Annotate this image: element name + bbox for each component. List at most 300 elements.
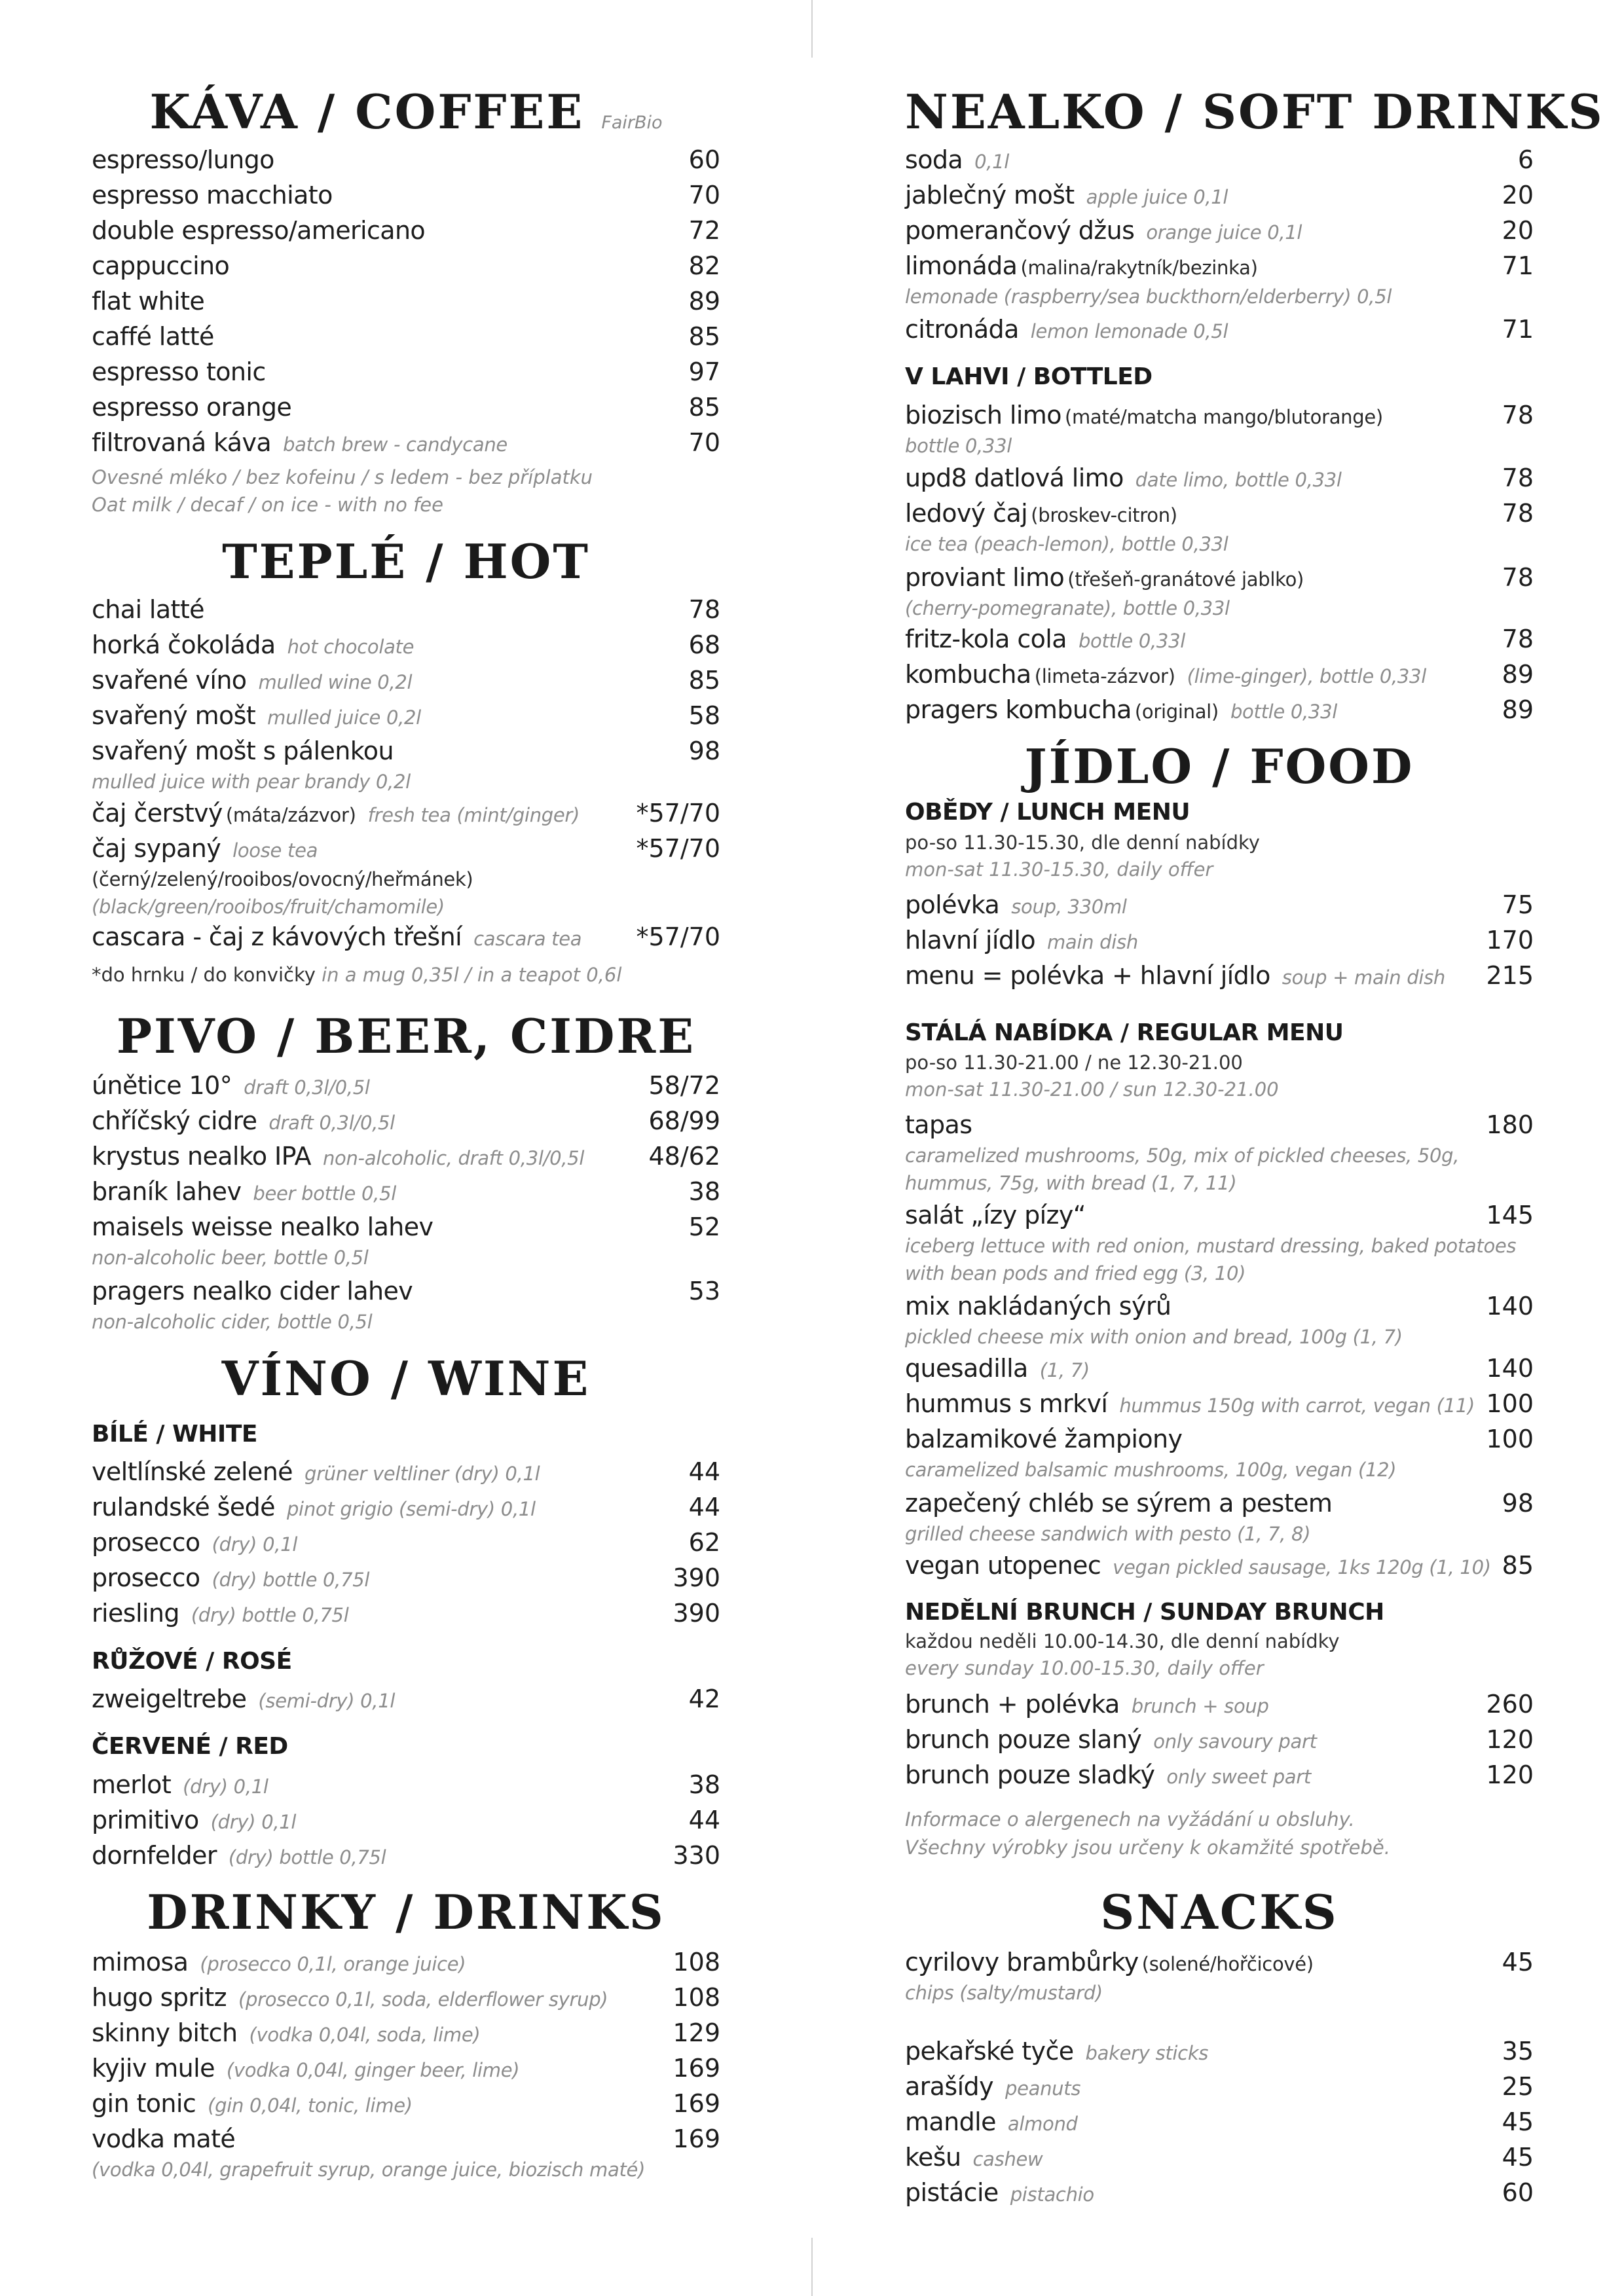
wine-white-head: BÍLÉ / WHITE xyxy=(92,1421,257,1448)
item-price: 145 xyxy=(1486,1201,1534,1230)
item-english: lemon lemonade 0,5l xyxy=(1030,320,1228,342)
item-price: 100 xyxy=(1486,1389,1534,1418)
item-price: 75 xyxy=(1502,890,1534,919)
item-name: soda xyxy=(905,145,963,174)
menu-item xyxy=(905,1351,1534,1385)
item-price: 169 xyxy=(673,2124,720,2153)
item-name: arašídy xyxy=(905,2072,993,2101)
item-price: *57/70 xyxy=(636,799,720,828)
allergen-note-2: Všechny výrobky jsou určeny k okamžité spotřebě. xyxy=(905,1836,1390,1859)
menu-item xyxy=(905,1945,1534,2007)
section-title-wine: VÍNO / WINE xyxy=(221,1351,591,1406)
item-description: caramelized mushrooms, 50g, mix of pickled cheeses, 50g, xyxy=(905,1144,1460,1167)
item-name: espresso tonic xyxy=(92,357,266,386)
item-name: chříčský cidre xyxy=(92,1106,257,1135)
item-name: espresso orange xyxy=(92,393,292,422)
item-name: zweigeltrebe xyxy=(92,1685,247,1713)
menu-item xyxy=(92,920,720,954)
wine-red-head: ČERVENÉ / RED xyxy=(92,1733,288,1760)
menu-item xyxy=(92,1104,720,1138)
item-price: 20 xyxy=(1502,216,1534,245)
item-english: (dry) bottle 0,75l xyxy=(212,1569,370,1591)
menu-item xyxy=(92,284,720,318)
menu-item xyxy=(905,1486,1534,1548)
item-english: hot chocolate xyxy=(287,636,415,658)
item-name: merlot xyxy=(92,1770,172,1799)
item-price: 85 xyxy=(688,666,720,695)
item-name: biozisch limo xyxy=(905,401,1061,429)
item-price: 35 xyxy=(1502,2037,1534,2066)
menu-item xyxy=(92,2051,720,2085)
item-english: apple juice 0,1l xyxy=(1086,186,1228,208)
menu-item xyxy=(905,1198,1534,1287)
item-price: 169 xyxy=(673,2089,720,2118)
menu-item xyxy=(92,213,720,247)
item-english: (lime-ginger), bottle 0,33l xyxy=(1187,665,1426,687)
item-name: únětice 10° xyxy=(92,1071,232,1100)
menu-item xyxy=(92,699,720,733)
item-description: non-alcoholic beer, bottle 0,5l xyxy=(92,1247,369,1269)
item-english: vegan pickled sausage, 1ks 120g (1, 10) xyxy=(1113,1556,1491,1578)
item-variants: (limeta-zázvor) xyxy=(1034,665,1175,687)
menu-item xyxy=(92,2016,720,2050)
menu-item xyxy=(92,2086,720,2121)
menu-item xyxy=(92,628,720,662)
item-price: 78 xyxy=(1502,563,1534,592)
item-name: mandle xyxy=(905,2107,996,2136)
item-price: 215 xyxy=(1486,961,1534,990)
item-variants: (broskev-citron) xyxy=(1031,504,1177,526)
item-variants: (máta/zázvor) xyxy=(225,804,356,826)
item-price: 62 xyxy=(688,1528,720,1557)
lunch-head: OBĚDY / LUNCH MENU xyxy=(905,799,1190,826)
item-price: 44 xyxy=(688,1457,720,1486)
menu-item xyxy=(905,888,1534,922)
fairbio-tag: FairBio xyxy=(601,113,663,133)
item-name: espresso macchiato xyxy=(92,181,333,210)
brunch-hours-en: every sunday 10.00-15.30, daily offer xyxy=(905,1657,1264,1679)
item-name: citronáda xyxy=(905,315,1019,344)
item-description: non-alcoholic cider, bottle 0,5l xyxy=(92,1311,373,1333)
menu-item xyxy=(905,312,1534,346)
item-name: gin tonic xyxy=(92,2089,196,2118)
wine-rose-head: RŮŽOVÉ / ROSÉ xyxy=(92,1648,292,1675)
item-variants: (třešeň-granátové jablko) xyxy=(1067,568,1304,591)
item-english: (1, 7) xyxy=(1039,1359,1090,1381)
item-name: pistácie xyxy=(905,2178,999,2207)
menu-item xyxy=(905,1687,1534,1721)
item-description: mulled juice with pear brandy 0,2l xyxy=(92,771,411,793)
item-price: 89 xyxy=(1502,695,1534,724)
item-name: brunch + polévka xyxy=(905,1690,1120,1719)
allergen-note-1: Informace o alergenech na vyžádání u obsluhy. xyxy=(905,1808,1355,1831)
item-name: čaj čerstvý xyxy=(92,799,223,828)
item-price: 170 xyxy=(1486,926,1534,955)
item-english: only sweet part xyxy=(1166,1766,1311,1788)
menu-item xyxy=(92,249,720,283)
regular-hours-en: mon-sat 11.30-21.00 / sun 12.30-21.00 xyxy=(905,1078,1279,1101)
item-price: 44 xyxy=(688,1806,720,1834)
item-english: (dry) 0,1l xyxy=(212,1533,298,1556)
item-english: pistachio xyxy=(1010,2183,1094,2206)
item-english: mulled wine 0,2l xyxy=(258,671,413,693)
item-name: maisels weisse nealko lahev xyxy=(92,1212,434,1241)
item-english: (dry) 0,1l xyxy=(210,1811,297,1833)
item-english: loose tea xyxy=(232,839,318,862)
item-name: zapečený chléb se sýrem a pestem xyxy=(905,1489,1333,1518)
item-english: mulled juice 0,2l xyxy=(267,706,421,729)
item-english: main dish xyxy=(1046,931,1138,953)
menu-item xyxy=(92,1561,720,1595)
item-name: veltlínské zelené xyxy=(92,1457,293,1486)
item-name: menu = polévka + hlavní jídlo xyxy=(905,961,1270,990)
item-name: vodka maté xyxy=(92,2124,236,2153)
item-name: cascara - čaj z kávových třešní xyxy=(92,922,462,951)
item-price: 140 xyxy=(1486,1354,1534,1383)
regular-head: STÁLÁ NABÍDKA / REGULAR MENU xyxy=(905,1019,1344,1046)
menu-item xyxy=(905,693,1534,727)
item-price: 44 xyxy=(688,1493,720,1522)
item-name: ledový čaj xyxy=(905,499,1028,528)
item-name: chai latté xyxy=(92,595,204,624)
item-name: espresso/lungo xyxy=(92,145,274,174)
menu-item xyxy=(92,143,720,177)
item-name: proviant limo xyxy=(905,563,1065,592)
item-price: 52 xyxy=(688,1212,720,1241)
menu-item xyxy=(92,1455,720,1489)
item-price: 78 xyxy=(1502,625,1534,653)
item-name: svařené víno xyxy=(92,666,247,695)
item-description: with bean pods and fried egg (3, 10) xyxy=(905,1262,1246,1285)
menu-item xyxy=(905,657,1534,691)
item-name: dornfelder xyxy=(92,1841,217,1870)
menu-item xyxy=(92,1945,720,1979)
item-price: 85 xyxy=(688,322,720,351)
section-title-beer: PIVO / BEER, CIDRE xyxy=(116,1008,696,1064)
menu-item xyxy=(905,496,1534,558)
item-price: 120 xyxy=(1486,1725,1534,1754)
item-name: horká čokoláda xyxy=(92,630,276,659)
item-english: orange juice 0,1l xyxy=(1146,221,1302,244)
item-price: 20 xyxy=(1502,181,1534,210)
item-price: *57/70 xyxy=(636,922,720,951)
menu-item xyxy=(92,1068,720,1102)
item-name: kešu xyxy=(905,2143,961,2172)
item-name: čaj sypaný xyxy=(92,834,221,863)
item-price: 169 xyxy=(673,2054,720,2083)
item-price: 97 xyxy=(688,357,720,386)
item-name: flat white xyxy=(92,287,205,316)
item-name: vegan utopenec xyxy=(905,1551,1101,1580)
menu-item xyxy=(905,213,1534,247)
item-english: bakery sticks xyxy=(1085,2042,1209,2064)
item-price: 108 xyxy=(673,1948,720,1977)
item-price: 85 xyxy=(688,393,720,422)
item-price: 38 xyxy=(688,1770,720,1799)
item-description: hummus, 75g, with bread (1, 7, 11) xyxy=(905,1172,1237,1194)
item-price: 120 xyxy=(1486,1760,1534,1789)
item-english: hummus 150g with carrot, vegan (11) xyxy=(1119,1394,1475,1417)
menu-item xyxy=(92,426,720,460)
menu-item xyxy=(92,796,720,830)
item-english: (semi-dry) 0,1l xyxy=(258,1690,396,1712)
item-price: 330 xyxy=(673,1841,720,1870)
item-price: 60 xyxy=(688,145,720,174)
item-price: 108 xyxy=(673,1983,720,2012)
item-english: cascara tea xyxy=(473,928,582,950)
item-name: tapas xyxy=(905,1110,972,1139)
item-price: 78 xyxy=(1502,464,1534,492)
menu-item xyxy=(905,461,1534,495)
menu-item xyxy=(905,178,1534,212)
item-name: pragers kombucha xyxy=(905,695,1132,724)
lunch-hours-cz: po-so 11.30-15.30, dle denní nabídky xyxy=(905,831,1260,854)
section-title-soft: NEALKO / SOFT DRINKS xyxy=(905,84,1604,139)
item-price: 45 xyxy=(1502,1948,1534,1977)
item-description: lemonade (raspberry/sea buckthorn/elderberry) 0,5l xyxy=(905,285,1392,308)
item-name: kombucha xyxy=(905,660,1031,689)
item-price: 38 xyxy=(688,1177,720,1206)
item-english: non-alcoholic, draft 0,3l/0,5l xyxy=(322,1147,585,1169)
item-name: polévka xyxy=(905,890,1000,919)
menu-item xyxy=(905,958,1534,993)
menu-item xyxy=(905,398,1534,460)
fold-line-bottom xyxy=(811,2238,813,2296)
menu-item xyxy=(905,1108,1534,1197)
item-english: draft 0,3l/0,5l xyxy=(244,1076,370,1099)
menu-item xyxy=(905,1548,1534,1582)
lunch-hours-en: mon-sat 11.30-15.30, daily offer xyxy=(905,858,1213,881)
item-name: hummus s mrkví xyxy=(905,1389,1108,1418)
item-price: 48/62 xyxy=(648,1142,720,1171)
item-english: fresh tea (mint/ginger) xyxy=(367,804,580,826)
menu-item xyxy=(905,622,1534,656)
item-name: cyrilovy brambůrky xyxy=(905,1948,1139,1977)
item-description: (černý/zelený/rooibos/ovocný/heřmánek) xyxy=(92,868,473,890)
menu-item xyxy=(92,1682,720,1716)
item-english: bottle 0,33l xyxy=(1230,701,1337,723)
item-name: jablečný mošt xyxy=(905,181,1075,210)
item-price: 89 xyxy=(688,287,720,316)
item-price: 70 xyxy=(688,181,720,210)
brunch-head: NEDĚLNÍ BRUNCH / SUNDAY BRUNCH xyxy=(905,1599,1384,1626)
menu-item xyxy=(905,2140,1534,2174)
item-price: 58 xyxy=(688,701,720,730)
item-price: 100 xyxy=(1486,1425,1534,1453)
item-description: caramelized balsamic mushrooms, 100g, vegan (12) xyxy=(905,1459,1397,1481)
item-variants: (malina/rakytník/bezinka) xyxy=(1020,257,1258,279)
menu-item xyxy=(905,1422,1534,1484)
menu-item xyxy=(92,663,720,697)
coffee-note-cz: Ovesné mléko / bez kofeinu / s ledem - bez příplatku xyxy=(92,466,593,488)
section-title-hot: TEPLÉ / HOT xyxy=(222,534,590,589)
item-description: (vodka 0,04l, grapefruit syrup, orange juice, biozisch maté) xyxy=(92,2159,646,2181)
item-english: 0,1l xyxy=(974,151,1010,173)
item-english: date limo, bottle 0,33l xyxy=(1135,469,1342,491)
item-english: (dry) bottle 0,75l xyxy=(191,1604,349,1626)
menu-item xyxy=(905,2069,1534,2104)
item-price: 390 xyxy=(673,1599,720,1628)
menu-item xyxy=(905,560,1534,622)
item-name: upd8 datlová limo xyxy=(905,464,1124,492)
item-name: riesling xyxy=(92,1599,179,1628)
item-name: filtrovaná káva xyxy=(92,428,272,457)
item-english: grüner veltliner (dry) 0,1l xyxy=(304,1463,540,1485)
item-english: (dry) bottle 0,75l xyxy=(228,1846,386,1868)
menu-item xyxy=(92,1175,720,1209)
item-price: 68 xyxy=(688,630,720,659)
item-name: mix nakládaných sýrů xyxy=(905,1292,1172,1321)
item-english: beer bottle 0,5l xyxy=(253,1182,396,1205)
menu-item xyxy=(905,1758,1534,1792)
menu-item xyxy=(92,1139,720,1173)
item-price: 89 xyxy=(1502,660,1534,689)
regular-hours-cz: po-so 11.30-21.00 / ne 12.30-21.00 xyxy=(905,1051,1243,1074)
menu-item xyxy=(92,1803,720,1837)
item-name: limonáda xyxy=(905,251,1018,280)
menu-item xyxy=(92,1525,720,1559)
item-name: double espresso/americano xyxy=(92,216,426,245)
item-price: 129 xyxy=(673,2018,720,2047)
item-name: rulandské šedé xyxy=(92,1493,275,1522)
menu-item xyxy=(92,355,720,389)
item-english: (gin 0,04l, tonic, lime) xyxy=(208,2094,413,2117)
item-english: pinot grigio (semi-dry) 0,1l xyxy=(286,1498,536,1520)
item-price: 78 xyxy=(1502,499,1534,528)
section-title-snacks: SNACKS xyxy=(1100,1884,1338,1940)
item-price: 140 xyxy=(1486,1292,1534,1321)
menu-item xyxy=(92,592,720,627)
item-name: pragers nealko cider lahev xyxy=(92,1277,413,1305)
item-description: (black/green/rooibos/fruit/chamomile) xyxy=(92,896,445,918)
item-price: 180 xyxy=(1486,1110,1534,1139)
item-name: krystus nealko IPA xyxy=(92,1142,311,1171)
item-name: svařený mošt xyxy=(92,701,256,730)
menu-item xyxy=(92,1596,720,1630)
menu-item xyxy=(905,2176,1534,2210)
item-description: (cherry-pomegranate), bottle 0,33l xyxy=(905,597,1230,619)
item-description: pickled cheese mix with onion and bread, 100g (1, 7) xyxy=(905,1326,1403,1348)
item-variants: (original) xyxy=(1134,701,1219,723)
item-name: primitivo xyxy=(92,1806,199,1834)
hot-footnote: *do hrnku / do konvičky in a mug 0,35l / in a teapot 0,6l xyxy=(92,964,622,986)
item-english: cashew xyxy=(972,2148,1043,2170)
item-name: salát „ízy pízy“ xyxy=(905,1201,1086,1230)
item-english: batch brew - candycane xyxy=(283,433,507,456)
menu-item xyxy=(92,390,720,424)
item-price: 25 xyxy=(1502,2072,1534,2101)
item-price: 390 xyxy=(673,1563,720,1592)
item-name: quesadilla xyxy=(905,1354,1028,1383)
item-price: 53 xyxy=(688,1277,720,1305)
section-title-drinks: DRINKY / DRINKS xyxy=(147,1884,665,1940)
fold-line-top xyxy=(811,0,813,58)
item-name: hlavní jídlo xyxy=(905,926,1035,955)
item-variants: (solené/hořčicové) xyxy=(1141,1953,1314,1975)
item-name: prosecco xyxy=(92,1563,200,1592)
item-name: pomerančový džus xyxy=(905,216,1135,245)
menu-item xyxy=(92,1838,720,1872)
menu-item xyxy=(905,923,1534,957)
menu-item xyxy=(905,143,1534,177)
item-english: only savoury part xyxy=(1153,1730,1317,1753)
item-price: *57/70 xyxy=(636,834,720,863)
item-name: caffé latté xyxy=(92,322,214,351)
menu-item xyxy=(905,1722,1534,1757)
item-price: 45 xyxy=(1502,2143,1534,2172)
item-price: 42 xyxy=(688,1685,720,1713)
item-english: soup, 330ml xyxy=(1011,896,1127,918)
item-price: 60 xyxy=(1502,2178,1534,2207)
item-price: 70 xyxy=(688,428,720,457)
item-name: pekařské tyče xyxy=(905,2037,1074,2066)
item-english: (prosecco 0,1l, orange juice) xyxy=(200,1953,466,1975)
item-price: 71 xyxy=(1502,315,1534,344)
item-price: 71 xyxy=(1502,251,1534,280)
item-name: svařený mošt s pálenkou xyxy=(92,737,394,765)
item-name: mimosa xyxy=(92,1948,189,1977)
item-english: almond xyxy=(1007,2113,1078,2135)
item-name: fritz-kola cola xyxy=(905,625,1067,653)
item-english: draft 0,3l/0,5l xyxy=(268,1112,395,1134)
item-name: brunch pouze slaný xyxy=(905,1725,1142,1754)
brunch-hours-cz: každou neděli 10.00-14.30, dle denní nabídky xyxy=(905,1630,1340,1652)
item-name: cappuccino xyxy=(92,251,230,280)
item-name: balzamikové žampiony xyxy=(905,1425,1183,1453)
menu-item xyxy=(92,734,720,795)
item-price: 98 xyxy=(688,737,720,765)
item-price: 72 xyxy=(688,216,720,245)
item-price: 58/72 xyxy=(648,1071,720,1100)
item-description: chips (salty/mustard) xyxy=(905,1982,1103,2004)
item-price: 78 xyxy=(688,595,720,624)
menu-item xyxy=(92,1980,720,2014)
item-english: (dry) 0,1l xyxy=(183,1776,268,1798)
item-price: 260 xyxy=(1486,1690,1534,1719)
item-price: 98 xyxy=(1502,1489,1534,1518)
item-english: (vodka 0,04l, soda, lime) xyxy=(249,2024,481,2046)
coffee-note-en: Oat milk / decaf / on ice - with no fee xyxy=(92,494,443,516)
section-title-food: JÍDLO / FOOD xyxy=(1024,738,1414,794)
menu-item xyxy=(92,1768,720,1802)
item-name: kyjiv mule xyxy=(92,2054,215,2083)
menu-item xyxy=(92,1274,720,1336)
menu-item xyxy=(92,1210,720,1271)
menu-item xyxy=(92,1490,720,1524)
section-title-coffee: KÁVA / COFFEE FairBio xyxy=(149,84,663,139)
item-price: 82 xyxy=(688,251,720,280)
menu-item xyxy=(905,249,1534,310)
item-price: 85 xyxy=(1502,1551,1534,1580)
item-description: ice tea (peach-lemon), bottle 0,33l xyxy=(905,533,1228,555)
item-name: brunch pouze sladký xyxy=(905,1760,1155,1789)
item-english: (vodka 0,04l, ginger beer, lime) xyxy=(226,2059,520,2081)
bottled-head: V LAHVI / BOTTLED xyxy=(905,363,1153,390)
item-description: bottle 0,33l xyxy=(905,435,1012,457)
menu-item xyxy=(92,319,720,354)
item-english: peanuts xyxy=(1005,2077,1081,2100)
item-price: 6 xyxy=(1517,145,1534,174)
item-english: bottle 0,33l xyxy=(1078,630,1185,652)
menu-item xyxy=(905,2105,1534,2139)
item-english: soup + main dish xyxy=(1282,966,1445,989)
item-description: grilled cheese sandwich with pesto (1, 7, 8) xyxy=(905,1523,1311,1545)
menu-item xyxy=(92,2122,720,2183)
item-english: (prosecco 0,1l, soda, elderflower syrup) xyxy=(238,1988,608,2011)
menu-item xyxy=(905,1289,1534,1351)
item-price: 78 xyxy=(1502,401,1534,429)
item-name: braník lahev xyxy=(92,1177,242,1206)
